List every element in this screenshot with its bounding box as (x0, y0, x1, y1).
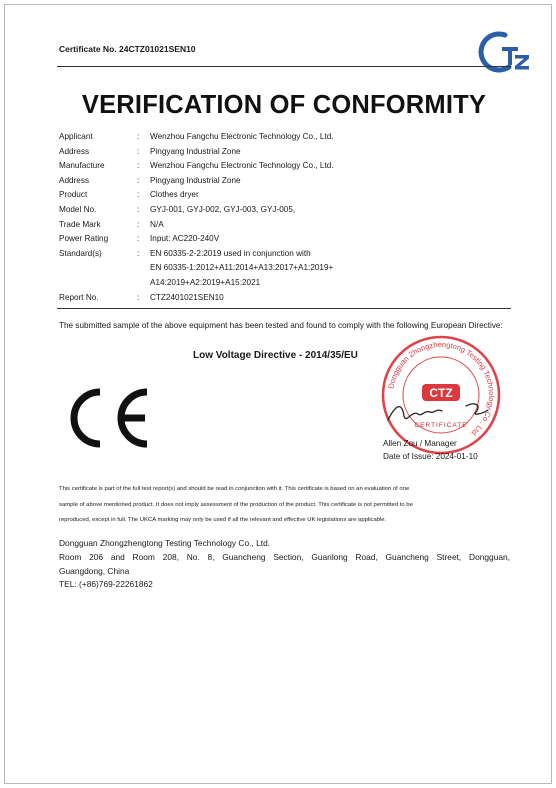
date-of-issue: Date of Issue: 2024-01-10 (383, 452, 478, 461)
issuer-block (59, 537, 510, 592)
issuer-name: Dongguan Zhongzhengtong Testing Technology Co., Ltd. (59, 538, 271, 548)
field-colon: : (137, 175, 140, 185)
ce-mark-icon (67, 383, 157, 453)
issuer-address-line: Guangdong, China (59, 565, 130, 576)
field-value: Input: AC220-240V (150, 234, 220, 244)
field-label: Standard(s) (59, 248, 102, 258)
field-value: A14:2019+A2:2019+A15:2021 (150, 277, 261, 287)
seal-badge: CTZ (429, 386, 453, 400)
section-rule (57, 308, 511, 309)
field-value: Wenzhou Fangchu Electronic Technology Co., Ltd. (150, 132, 334, 141)
header-rule (57, 66, 511, 67)
issuer-address-line: Room 206 and Room 208, No. 8, Guancheng Section, Guanlong Road, Guancheng Street, Dongguan, (59, 551, 510, 562)
seal-outer-text: Dongguan Zhongzhengtong Testing Technology Co., Ltd. (386, 339, 497, 440)
field-colon: : (137, 161, 140, 171)
field-colon: : (137, 248, 140, 258)
field-colon: : (137, 292, 140, 302)
field-value: EN 60335-1:2012+A11:2014+A13:2017+A1:2019+ (150, 263, 334, 273)
field-value: CTZ2401021SEN10 (150, 292, 224, 302)
fine-print-line: sample of above mentioned product. It does not imply assessment of the production of the product. This certificate is not permitted to be (59, 501, 413, 508)
certificate-number: Certificate No. 24CTZ01021SEN10 (59, 44, 196, 54)
field-label: Product (59, 190, 88, 200)
field-value: Pingyang Industrial Zone (150, 175, 241, 185)
field-value: EN 60335-2-2:2019 used in conjunction with (150, 248, 311, 258)
field-label: Trade Mark (59, 219, 101, 229)
field-colon: : (137, 190, 140, 200)
certificate-page (4, 4, 552, 784)
page-title: VERIFICATION OF CONFORMITY (81, 91, 487, 119)
field-label: Applicant (59, 132, 93, 141)
issuer-telephone: TEL: (+86)769-22261862 (59, 579, 153, 590)
field-value: Wenzhou Fangchu Electronic Technology Co., Ltd. (150, 161, 334, 171)
field-label: Report No. (59, 292, 99, 302)
field-colon: : (137, 146, 140, 156)
field-label: Model No. (59, 204, 97, 214)
field-label: Manufacture (59, 161, 105, 171)
fine-print-line: reproduced, except in full. The UKCA marking may only be used if all the relevant and effective UK legislations are applicable. (59, 517, 387, 523)
field-colon: : (137, 132, 140, 141)
field-label: Power Rating (59, 234, 109, 244)
field-label: Address (59, 146, 90, 156)
field-value: N/A (150, 219, 164, 229)
field-colon: : (137, 204, 140, 214)
field-value: Clothes dryer (150, 190, 199, 200)
field-value: GYJ-001, GYJ-002, GYJ-003, GYJ-005, (150, 204, 296, 214)
seal-bottom-text: CERTIFICATE (414, 422, 468, 429)
compliance-statement: The submitted sample of the above equipment has been tested and found to comply with the following European Directive: (59, 321, 503, 330)
fine-print-line: This certificate is part of the full test report(s) and should be read in conjunction with it. This certificate is based on an evaluation of one (59, 486, 410, 492)
signatory (383, 437, 478, 463)
signatory-name-title: Allen Zou / Manager (383, 439, 457, 448)
field-label: Address (59, 175, 90, 185)
field-colon: : (137, 234, 140, 244)
signature-stroke (388, 407, 442, 420)
fine-print (59, 482, 511, 529)
ctz-logo-icon (475, 27, 531, 75)
field-colon: : (137, 219, 140, 229)
field-value: Pingyang Industrial Zone (150, 146, 241, 156)
directive-title: Low Voltage Directive - 2014/35/EU (193, 350, 358, 361)
